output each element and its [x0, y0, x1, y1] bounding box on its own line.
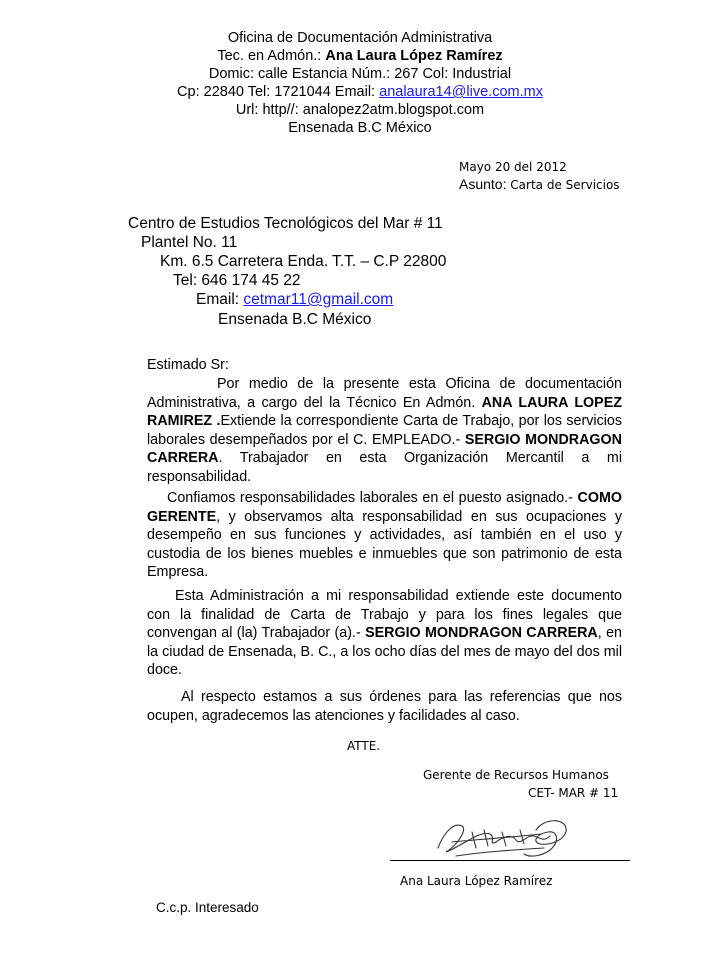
- letterhead: [0, 29, 720, 137]
- letterhead-address: Domic: calle Estancia Núm.: 267 Col: Industrial: [208, 66, 512, 82]
- body-paragraph-3: Esta Administración a mi responsabilidad extiende este documento con la finalidad de Carta de Trabajo y para los fines legales que convengan al (la) Trabajador (a).- SERGIO MONDRAGON CARRERA, en la ciudad de Ensenada, B. C., a los ocho días del mes de mayo del dos mil doce.: [147, 588, 622, 678]
- body-paragraph-4: Al respecto estamos a sus órdenes para las referencias que nos ocupen, agradecemos las atenciones y facilidades al caso.: [147, 689, 622, 724]
- carbon-copy: C.c.p. Interesado: [156, 900, 259, 915]
- letterhead-url: Url: http//: analopez2atm.blogspot.com: [235, 102, 485, 118]
- letterhead-email-link[interactable]: analaura14@live.com.mx: [379, 84, 543, 100]
- letterhead-contact: Cp: 22840 Tel: 1721044 Email: analaura14@live.com.mx: [177, 84, 543, 100]
- letterhead-city: Ensenada B.C México: [288, 120, 432, 136]
- letter-date: Mayo 20 del 2012: [459, 160, 567, 174]
- signer-name: Ana Laura López Ramírez: [400, 874, 553, 888]
- signer-role: Gerente de Recursos Humanos: [423, 768, 609, 782]
- subject-label: Asunto:: [459, 176, 507, 192]
- letter-subject: [459, 176, 620, 194]
- subject-value: Carta de Servicios: [506, 178, 620, 192]
- recipient-city: Ensenada B.C México: [218, 311, 372, 328]
- greeting: Estimado Sr:: [147, 357, 229, 373]
- recipient-name: Centro de Estudios Tecnológicos del Mar # 11: [128, 215, 443, 232]
- recipient-address: Km. 6.5 Carretera Enda. T.T. – C.P 22800: [160, 253, 447, 270]
- closing-atte: ATTE.: [347, 739, 381, 753]
- recipient-email-link[interactable]: cetmar11@gmail.com: [243, 291, 394, 308]
- technician-name: Ana Laura López Ramírez: [325, 48, 503, 64]
- recipient-email: Email: cetmar11@gmail.com: [196, 291, 394, 308]
- handwritten-signature: [432, 812, 572, 864]
- body-paragraph-2: Confiamos responsabilidades laborales en el puesto asignado.- COMO GERENTE, y observamos alta responsabilidad en sus ocupaciones y desempeño en sus funciones y actividades, así también en el uso y custodia de los bienes muebles e inmuebles que son patrimonio de esta Empresa.: [147, 490, 622, 580]
- recipient-phone: Tel: 646 174 45 22: [173, 272, 301, 289]
- signer-organization: CET- MAR # 11: [528, 786, 619, 800]
- signature-line: [390, 860, 630, 861]
- body-paragraph-1: Por medio de la presente esta Oficina de documentación Administrativa, a cargo del la Técnico En Admón. ANA LAURA LOPEZ RAMIREZ .Extiende la correspondiente Carta de Trabajo, por los servicios laborales desempeñados por el C. EMPLEADO.- SERGIO MONDRAGON CARRERA. Trabajador en esta Organización Mercantil a mi responsabilidad.: [147, 376, 622, 485]
- letterhead-office: Oficina de Documentación Administrativa: [227, 30, 493, 46]
- letterhead-technician: Tec. en Admón.: Ana Laura López Ramírez: [217, 48, 503, 64]
- recipient-campus: Plantel No. 11: [141, 234, 238, 251]
